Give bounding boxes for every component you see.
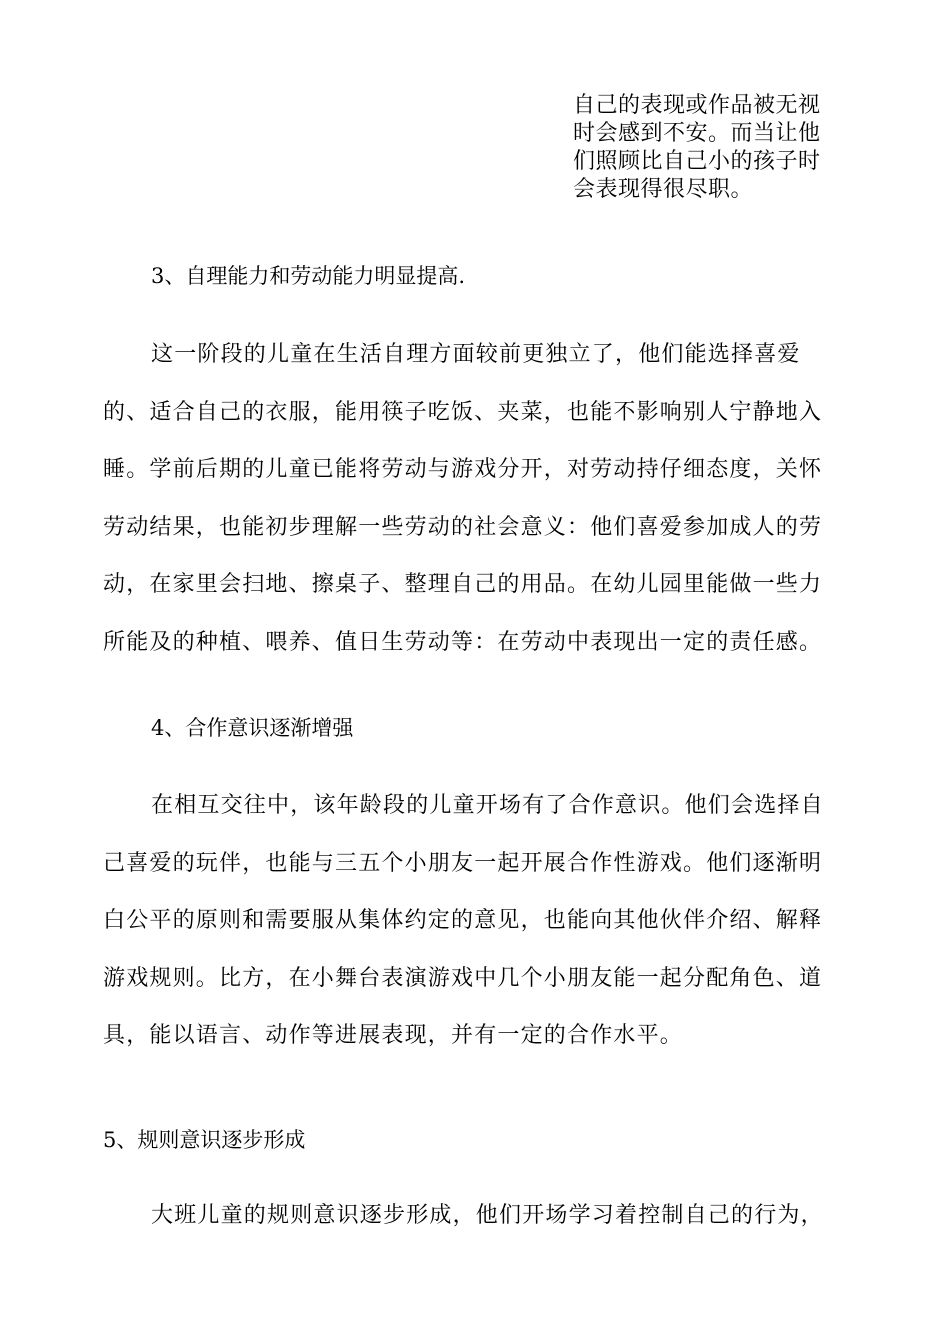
- paragraph-line: 具，能以语言、动作等进展表现，并有一定的合作水平。: [103, 1023, 684, 1049]
- paragraph-line: 劳动结果，也能初步理解一些劳动的社会意义：他们喜爱参加成人的劳: [103, 514, 823, 540]
- section-4-paragraph: [103, 777, 863, 1065]
- side-note: [573, 92, 853, 204]
- paragraph-line: 所能及的种植、喂养、值日生劳动等：在劳动中表现出一定的责任感。: [103, 629, 823, 655]
- section-5-paragraph: [103, 1187, 863, 1245]
- section-3-paragraph: [103, 326, 863, 672]
- paragraph-line: 白公平的原则和需要服从集体约定的意见，也能向其他伙伴介绍、解释: [103, 908, 823, 934]
- side-note-line: 们照顾比自己小的孩子时: [573, 149, 821, 174]
- paragraph-line: 这一阶段的儿童在生活自理方面较前更独立了，他们能选择喜爱: [151, 342, 801, 367]
- side-note-line: 会表现得很尽职。: [573, 177, 754, 202]
- section-4-heading: 4、合作意识逐渐增强: [151, 716, 354, 740]
- paragraph-line: 动，在家里会扫地、擦桌子、整理自己的用品。在幼儿园里能做一些力: [103, 572, 823, 598]
- section-3-heading: 3、自理能力和劳动能力明显提高.: [151, 264, 466, 288]
- paragraph-line: 游戏规则。比方，在小舞台表演游戏中几个小朋友能一起分配角色、道: [103, 965, 823, 991]
- side-note-line: 时会感到不安。而当让他: [573, 121, 821, 146]
- paragraph-line: 己喜爱的玩伴，也能与三五个小朋友一起开展合作性游戏。他们逐渐明: [103, 850, 823, 876]
- paragraph-line: 睡。学前后期的儿童已能将劳动与游戏分开，对劳动持仔细态度，关怀: [103, 457, 823, 483]
- paragraph-line: 在相互交往中，该年龄段的儿童开场有了合作意识。他们会选择自: [151, 793, 824, 818]
- paragraph-line: 的、适合自己的衣服，能用筷子吃饭、夹菜，也能不影响别人宁静地入: [103, 399, 823, 425]
- paragraph-line: 大班儿童的规则意识逐步形成，他们开场学习着控制自己的行为，: [151, 1203, 824, 1228]
- side-note-line: 自己的表现或作品被无视: [573, 93, 821, 118]
- section-5-heading: 5、规则意识逐步形成: [103, 1128, 306, 1152]
